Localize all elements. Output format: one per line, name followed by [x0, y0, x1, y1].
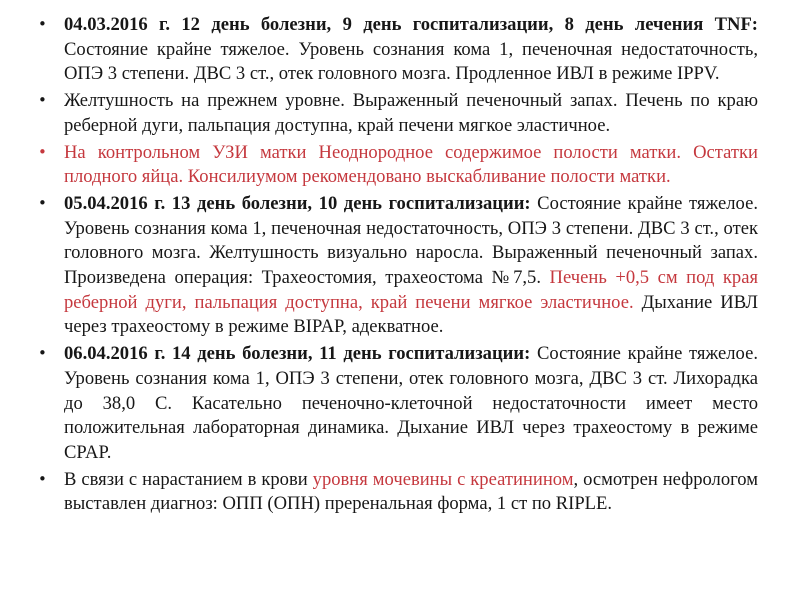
- bullet-item: [38, 192, 758, 340]
- bullet-item: [38, 342, 758, 466]
- bullet-marker-icon: •: [38, 344, 47, 363]
- bullet-text: [64, 90, 758, 136]
- bullet-marker-icon: •: [38, 142, 47, 161]
- text-segment: 05.04.2016 г. 13 день болезни, 10 день госпитализации:: [64, 192, 538, 214]
- bullet-text: [64, 193, 758, 338]
- bullet-marker-icon: •: [38, 469, 47, 488]
- bullet-marker-icon: •: [38, 193, 47, 212]
- text-segment: Состояние крайне тяжелое. Уровень сознания кома 1, печеночная недостаточность, ОПЭ 3 степени. ДВС 3 ст., отек головного мозга. Продленное ИВЛ в режиме IPPV.: [64, 38, 758, 85]
- text-segment: Состояние крайне тяжелое. Уровень сознания кома 1, печеночная недостаточность, ОПЭ 3 степени. ДВС 3 ст., отек головного мозга. Желтушность визуально наросла. Выраженный печеночный запах. Произведена операция: Трахеостомия, трахеостома №7,5.: [64, 192, 758, 289]
- text-segment: уровня мочевины с креатинином: [312, 468, 574, 490]
- bullet-item: [38, 89, 758, 138]
- text-segment: , осмотрен нефрологом выставлен диагноз: ОПП (ОПН) преренальная форма, 1 ст по RIPLE.: [64, 468, 759, 515]
- text-segment: Состояние крайне тяжелое. Уровень сознания кома 1, ОПЭ 3 степени, отек головного мозга, ДВС 3 ст. Лихорадка до 38,0 С. Касательно печеночно-клеточной недостаточности имеет место положительная лабораторная динамика. Дыхание ИВЛ через трахеостому в режиме CPAP.: [64, 343, 758, 463]
- text-segment: Дыхание ИВЛ через трахеостому в режиме BIPAP, адекватное.: [64, 291, 758, 338]
- text-segment: 06.04.2016 г. 14 день болезни, 11 день госпитализации:: [64, 343, 537, 365]
- bullet-marker-icon: •: [38, 91, 47, 110]
- bullet-text: [64, 142, 758, 188]
- bullet-item: [38, 141, 758, 190]
- bullet-text: [64, 14, 758, 84]
- text-segment: Желтушность на прежнем уровне. Выраженный печеночный запах. Печень по краю реберной дуги, пальпация доступна, край печени мягкое эластичное.: [64, 90, 758, 136]
- text-segment: В связи с нарастанием в крови: [64, 468, 313, 490]
- bullet-text: [64, 343, 758, 463]
- text-segment: На контрольном УЗИ матки Неоднородное содержимое полости матки. Остатки плодного яйца. Консилиумом рекомендовано выскабливание полости матки.: [64, 141, 758, 188]
- bullet-list: [38, 13, 759, 517]
- bullet-item: [38, 468, 759, 517]
- text-segment: Печень +0,5 см под края реберной дуги, пальпация доступна, край печени мягкое эластичное.: [64, 267, 758, 313]
- text-segment: 04.03.2016 г. 12 день болезни, 9 день госпитализации, 8 день лечения TNF:: [64, 14, 758, 35]
- bullet-item: [38, 13, 758, 87]
- bullet-text: [64, 469, 758, 515]
- bullet-marker-icon: •: [38, 15, 47, 33]
